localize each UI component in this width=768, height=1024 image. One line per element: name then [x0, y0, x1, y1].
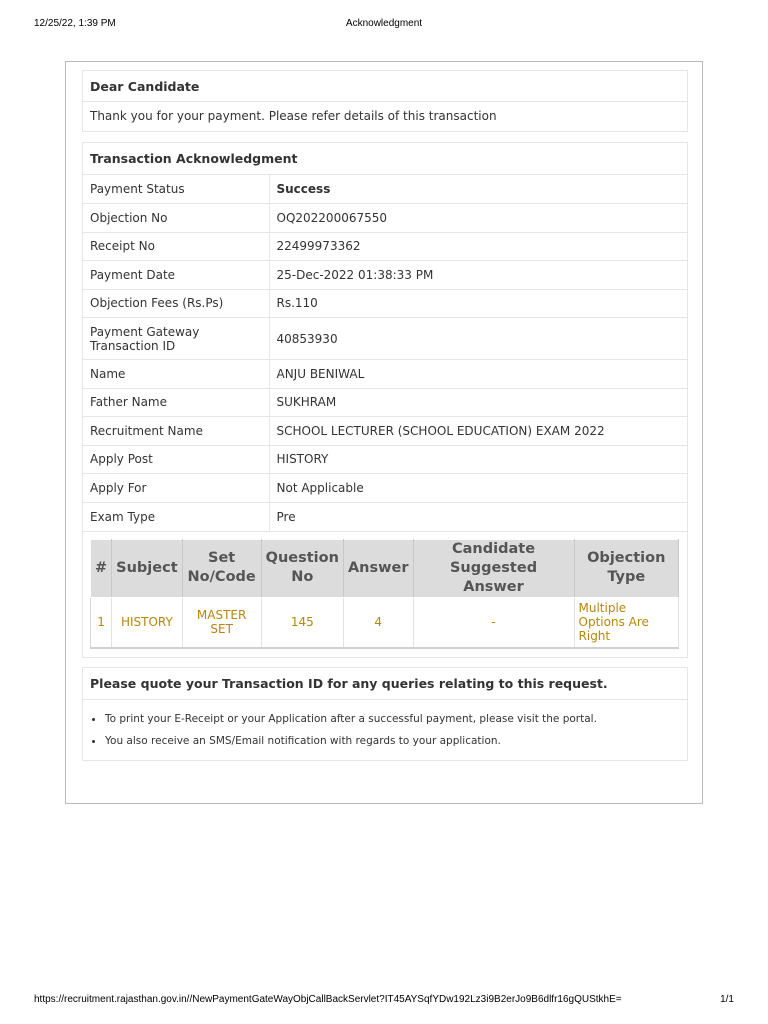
objection-answer: 4 [343, 597, 413, 648]
col-header-question-no: Question No [261, 539, 343, 597]
name-label: Name [83, 360, 269, 389]
greeting-heading: Dear Candidate [83, 71, 687, 102]
payment-status-value: Success [276, 182, 331, 196]
transaction-panel [82, 142, 688, 658]
payment-status-label: Payment Status [83, 175, 269, 204]
table-row [83, 261, 687, 290]
print-footer [0, 994, 768, 1006]
greeting-panel [82, 70, 688, 132]
col-header-answer: Answer [343, 539, 413, 597]
exam-type-value: Pre [269, 502, 687, 531]
payment-date-value: 25-Dec-2022 01:38:33 PM [269, 261, 687, 290]
objection-number: 1 [91, 597, 112, 648]
objection-question-no: 145 [261, 597, 343, 648]
print-header [0, 18, 768, 30]
print-title: Acknowledgment [345, 18, 423, 29]
table-row [83, 502, 687, 531]
objection-suggested-answer: - [413, 597, 574, 648]
objection-subject: HISTORY [112, 597, 182, 648]
table-row [83, 232, 687, 261]
table-row [83, 474, 687, 503]
table-row [83, 204, 687, 233]
table-row [83, 445, 687, 474]
transaction-details-table [83, 175, 687, 531]
recruitment-name-value: SCHOOL LECTURER (SCHOOL EDUCATION) EXAM 2022 [269, 417, 687, 446]
table-row [91, 597, 679, 648]
objection-table [90, 539, 679, 649]
transaction-heading: Transaction Acknowledgment [83, 143, 687, 175]
recruitment-name-label: Recruitment Name [83, 417, 269, 446]
receipt-no-label: Receipt No [83, 232, 269, 261]
col-header-number: # [91, 539, 112, 597]
table-row [83, 388, 687, 417]
objection-table-wrapper [83, 531, 687, 657]
name-value: ANJU BENIWAL [269, 360, 687, 389]
apply-for-label: Apply For [83, 474, 269, 503]
father-name-value: SUKHRAM [269, 388, 687, 417]
col-header-objection-type: Objection Type [574, 539, 678, 597]
objection-fees-value: Rs.110 [269, 289, 687, 318]
objection-set-no: MASTER SET [182, 597, 261, 648]
table-row [83, 289, 687, 318]
payment-date-label: Payment Date [83, 261, 269, 290]
page-url: https://recruitment.rajasthan.gov.in//NewPaymentGateWayObjCallBackServlet?IT45AYSqfYDw192Lz3i9B2erJo9B6dlfr16gQUStkhE= [34, 994, 622, 1005]
table-row [83, 175, 687, 204]
apply-for-value: Not Applicable [269, 474, 687, 503]
apply-post-value: HISTORY [269, 445, 687, 474]
col-header-suggested-answer: Candidate Suggested Answer [413, 539, 574, 597]
greeting-message: Thank you for your payment. Please refer details of this transaction [90, 109, 497, 123]
print-date: 12/25/22, 1:39 PM [34, 18, 116, 29]
objection-no-value: OQ202200067550 [269, 204, 687, 233]
objection-header-row [91, 539, 679, 597]
col-header-subject: Subject [112, 539, 182, 597]
table-row [83, 417, 687, 446]
table-row [83, 318, 687, 360]
notes-list [83, 700, 687, 760]
objection-no-label: Objection No [83, 204, 269, 233]
receipt-no-value: 22499973362 [269, 232, 687, 261]
notes-heading: Please quote your Transaction ID for any queries relating to this request. [83, 668, 687, 700]
list-item: • To print your E-Receipt or your Application after a successful payment, please visit the portal. [105, 708, 687, 730]
objection-type: Multiple Options Are Right [574, 597, 678, 648]
notes-panel [82, 667, 688, 761]
objection-fees-label: Objection Fees (Rs.Ps) [83, 289, 269, 318]
apply-post-label: Apply Post [83, 445, 269, 474]
acknowledgment-container [65, 61, 703, 804]
exam-type-label: Exam Type [83, 502, 269, 531]
list-item: • You also receive an SMS/Email notification with regards to your application. [105, 730, 687, 752]
gateway-transaction-id-label: Payment Gateway Transaction ID [83, 318, 269, 360]
father-name-label: Father Name [83, 388, 269, 417]
page-number: 1/1 [720, 994, 734, 1005]
gateway-transaction-id-value: 40853930 [269, 318, 687, 360]
table-row [83, 360, 687, 389]
col-header-set-no: Set No/Code [182, 539, 261, 597]
